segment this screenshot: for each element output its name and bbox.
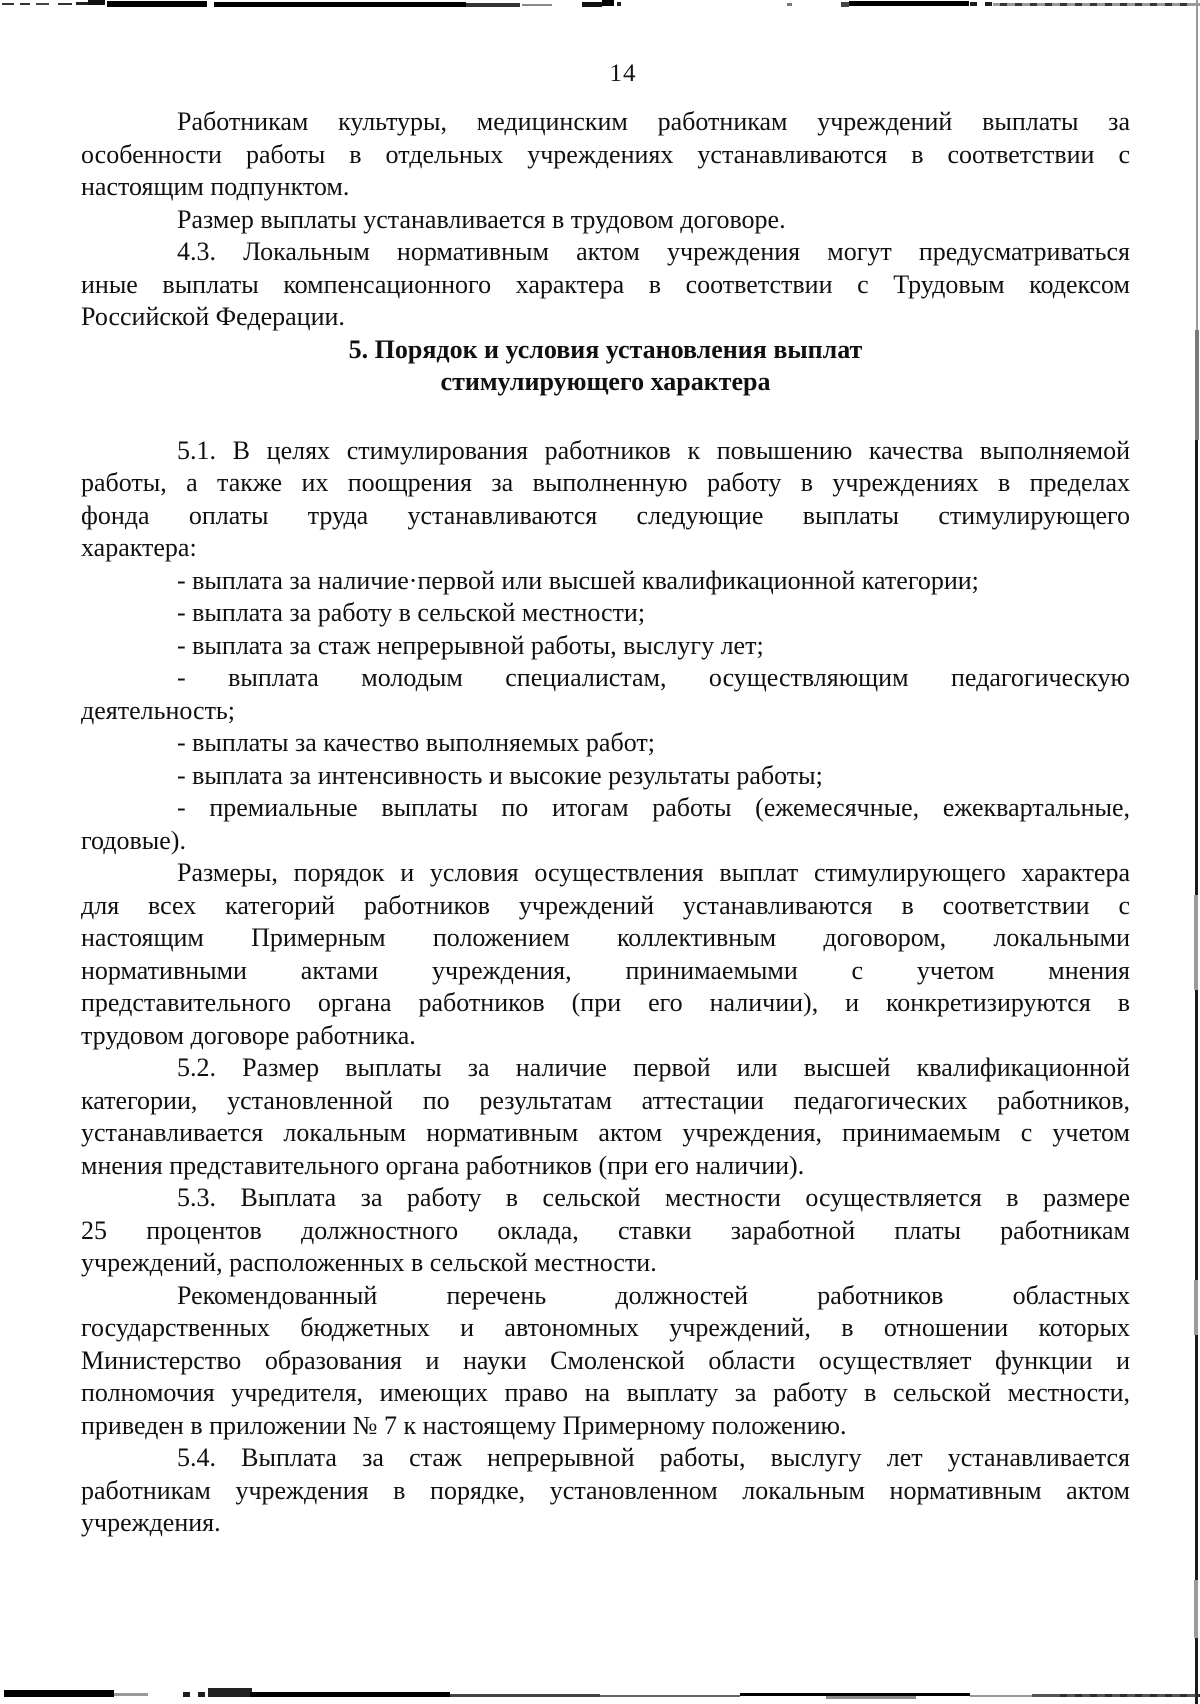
text-line: полномочия учредителя, имеющих право на выплату за работу в сельской местности, [81,1378,1130,1407]
text-line: категории, установленной по результатам аттестации педагогических работников, [81,1085,1130,1115]
text-line: Рекомендованный перечень должностей работников областных [177,1280,1130,1310]
text-line: представительного органа работников (при его наличии), и конкретизируются в [81,988,1130,1017]
text-line: - премиальные выплаты по итогам работы (ежемесячные, ежеквартальные, [177,793,1130,822]
text-line: - выплата за стаж непрерывной работы, выслугу лет; [177,630,764,660]
text-line: Размер выплаты устанавливается в трудовом договоре. [177,204,786,234]
text-line: 5.4. Выплата за стаж непрерывной работы, выслугу лет устанавливается [177,1443,1130,1472]
text-line: работникам учреждения в порядке, установленном локальным нормативным актом [81,1475,1130,1505]
text-line: Работникам культуры, медицинским работникам учреждений выплаты за [177,107,1130,136]
text-line: работы, а также их поощрения за выполненную работу в учреждениях в пределах [81,468,1130,497]
text-line: Министерство образования и науки Смоленской области осуществляет функции и [81,1345,1130,1375]
text-line: государственных бюджетных и автономных учреждений, в отношении которых [81,1313,1130,1342]
text-line: иные выплаты компенсационного характера в соответствии с Трудовым кодексом [81,269,1130,299]
text-line: настоящим Примерным положением коллективным договором, локальными [81,923,1130,952]
text-line: для всех категорий работников учреждений устанавливаются в соответствии с [81,890,1130,920]
text-line: - выплата за работу в сельской местности; [177,598,646,627]
text-line: особенности работы в отдельных учреждениях устанавливаются в соответствии с [81,139,1130,169]
text-line: годовые). [81,825,186,855]
text-line: 5.1. В целях стимулирования работников к повышению качества выполняемой [177,435,1130,465]
text-line: - выплата за наличие·первой или высшей квалификационной категории; [177,565,979,595]
document-body [81,106,1130,1540]
text-line: приведен в приложении № 7 к настоящему Примерному положению. [81,1410,847,1440]
page-number: 14 [609,60,637,87]
text-line: - выплата молодым специалистам, осуществляющим педагогическую [177,663,1130,692]
text-line: фонда оплаты труда устанавливаются следующие выплаты стимулирующего [81,500,1130,530]
text-line: учреждений, расположенных в сельской местности. [81,1248,657,1277]
section-heading-line: 5. Порядок и условия установления выплат [348,334,863,364]
text-line: деятельность; [81,695,236,725]
text-line: 5.2. Размер выплаты за наличие первой или высшей квалификационной [177,1053,1130,1082]
text-line: Размеры, порядок и условия осуществления выплат стимулирующего характера [177,858,1130,887]
text-line: устанавливается локальным нормативным актом учреждения, принимаемым с учетом [81,1118,1130,1147]
text-line: - выплата за интенсивность и высокие результаты работы; [177,760,823,790]
text-line: характера: [81,533,197,562]
text-line: 25 процентов должностного оклада, ставки заработной платы работникам [81,1215,1130,1245]
text-line: 4.3. Локальным нормативным актом учреждения могут предусматриваться [177,237,1130,266]
text-line: мнения представительного органа работников (при его наличии). [81,1150,805,1180]
text-line: Российской Федерации. [81,302,345,331]
text-line: трудовом договоре работника. [81,1020,416,1050]
text-line: - выплаты за качество выполняемых работ; [177,728,655,757]
text-line: учреждения. [81,1508,221,1537]
section-heading-line: стимулирующего характера [440,367,771,396]
text-line: 5.3. Выплата за работу в сельской местности осуществляется в размере [177,1183,1130,1212]
text-line: нормативными актами учреждения, принимаемыми с учетом мнения [81,955,1130,985]
text-line: настоящим подпунктом. [81,172,350,201]
